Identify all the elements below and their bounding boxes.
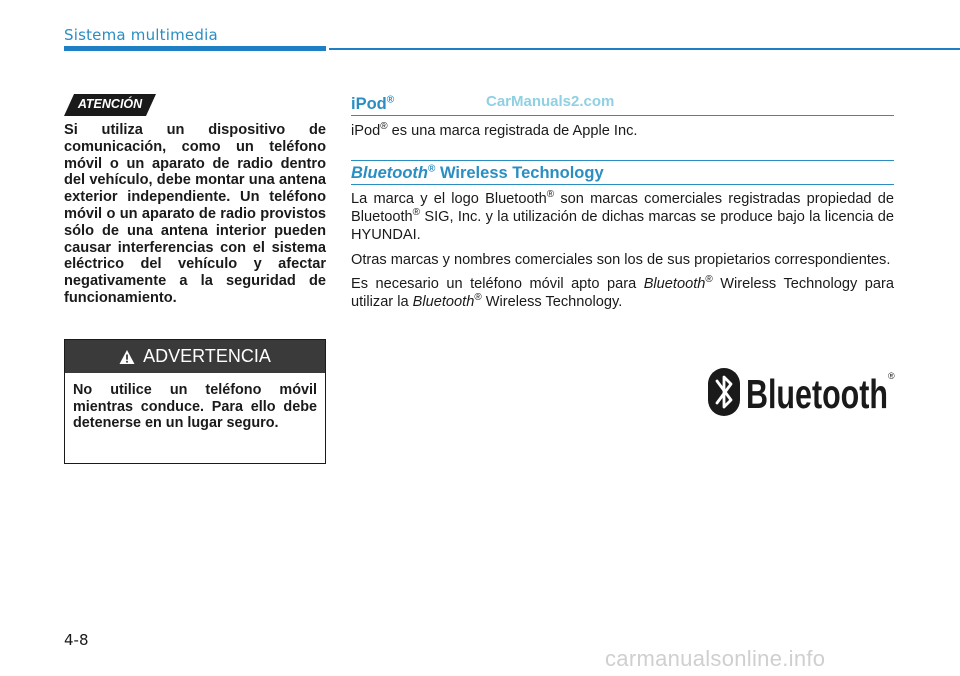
bluetooth-rune-icon xyxy=(708,368,740,416)
p1-reg-2: ® xyxy=(412,207,421,219)
bluetooth-heading xyxy=(351,164,604,183)
bluetooth-text xyxy=(351,190,894,317)
warning-triangle-icon xyxy=(119,349,135,365)
warning-text: No utilice un teléfono móvil mientras conduce. Para ello debe detenerse en un lugar seguro. xyxy=(73,382,317,432)
ipod-rule xyxy=(351,115,894,116)
page-number: 4-8 xyxy=(64,631,89,649)
bluetooth-paragraph-3 xyxy=(351,275,894,311)
section-title: Sistema multimedia xyxy=(64,26,218,44)
header-rule xyxy=(329,48,960,50)
ipod-text-reg: ® xyxy=(380,121,388,133)
p1-a: La marca y el logo Bluetooth xyxy=(351,191,547,207)
ipod-title-reg: ® xyxy=(386,94,395,106)
p1-reg-1: ® xyxy=(546,189,555,201)
bluetooth-paragraph-1 xyxy=(351,190,894,245)
bluetooth-logo-reg: ® xyxy=(888,371,895,381)
caution-badge-label: ATENCIÓN xyxy=(77,97,143,111)
p3-d: Bluetooth xyxy=(412,294,475,311)
p3-c: Wireless Technology para utilizar la xyxy=(351,275,894,311)
ipod-text-b: es una marca registrada de Apple Inc. xyxy=(387,123,638,139)
p1-b: son marcas comerciales registradas propiedad de Bluetooth xyxy=(351,191,894,226)
caution-badge xyxy=(64,94,156,116)
p3-b: Bluetooth xyxy=(643,275,706,292)
warning-header xyxy=(65,340,325,373)
bluetooth-paragraph-2: Otras marcas y nombres comerciales son los de sus propietarios correspondientes. xyxy=(351,251,891,268)
bluetooth-logo xyxy=(708,366,898,418)
p3-a: Es necesario un teléfono móvil apto para xyxy=(351,275,644,292)
warning-title: ADVERTENCIA xyxy=(143,346,271,366)
header-bar xyxy=(64,46,326,51)
bluetooth-logo-word: Bluetooth xyxy=(746,371,888,417)
p3-reg-2: ® xyxy=(474,292,482,304)
bluetooth-title-rest: Wireless Technology xyxy=(435,164,604,182)
p3-reg-1: ® xyxy=(705,273,713,285)
p1-c: SIG, Inc. y la utilización de dichas marcas se produce bajo la licencia de HYUNDAI. xyxy=(351,209,894,244)
bluetooth-title-reg: ® xyxy=(427,163,436,175)
ipod-heading xyxy=(351,95,394,114)
ipod-text-a: iPod xyxy=(351,123,381,139)
p3-e: Wireless Technology. xyxy=(481,294,623,311)
bluetooth-title-italic: Bluetooth xyxy=(351,164,428,182)
ipod-text xyxy=(351,122,894,146)
ipod-title: iPod xyxy=(351,95,387,113)
watermark: CarManuals2.com xyxy=(486,93,615,110)
bluetooth-rule-top xyxy=(351,160,894,161)
bluetooth-rule-bottom xyxy=(351,184,894,185)
caution-text: Si utiliza un dispositivo de comunicación, como un teléfono móvil o un aparato de radio dentro del vehículo, debe montar una antena exterior independiente. Un teléfono móvil o un aparato de radio provistos sólo de una antena interior pueden causar interferencias con el sistema eléctrico del vehículo y afectar negativamente a la seguridad de funcionamiento. xyxy=(64,122,326,306)
warning-box xyxy=(64,339,326,464)
site-watermark: carmanualsonline.info xyxy=(605,646,826,671)
